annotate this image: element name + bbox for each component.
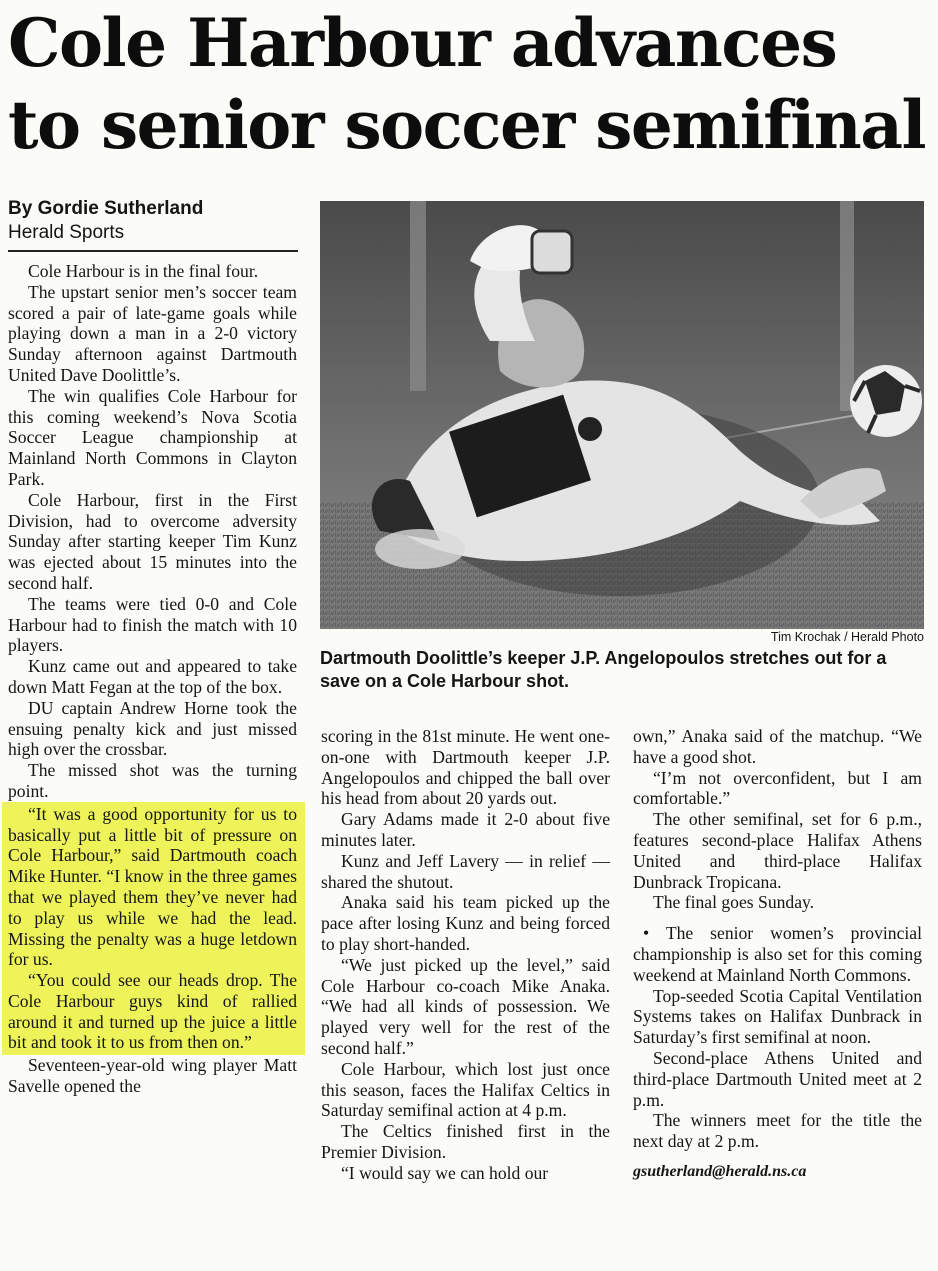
paragraph: The missed shot was the turning point. [8, 760, 297, 801]
byline-author: By Gordie Sutherland [8, 198, 204, 219]
paragraph: Cole Harbour, which lost just once this season, faces the Halifax Celtics in Saturday semifinal action at 4 p.m. [321, 1058, 610, 1121]
paragraph: The win qualifies Cole Harbour for this coming weekend’s Nova Scotia Soccer League championship at Mainland North Commons in Clayton Park. [8, 385, 297, 489]
headline-line-1: Cole Harbour advances [8, 4, 837, 82]
paragraph: The other semifinal, set for 6 p.m., features second-place Halifax Athens United and third-place Halifax Dunbrack Tropicana. [633, 809, 922, 892]
paragraph: • The senior women’s provincial championship is also set for this coming weekend at Mainland North Commons. [633, 923, 922, 985]
paragraph: Kunz came out and appeared to take down Matt Fegan at the top of the box. [8, 656, 297, 697]
quote-paragraph: “It was a good opportunity for us to basically put a little bit of pressure on Cole Harbour,” said Dartmouth coach Mike Hunter. “I know in the three games that we played them they’ve never had to play us while we had the lead. Missing the penalty was a huge letdown for us. [8, 803, 297, 970]
paragraph: The teams were tied 0-0 and Cole Harbour had to finish the match with 10 players. [8, 593, 297, 656]
paragraph: The upstart senior men’s soccer team scored a pair of late-game goals while playing down a man in a 2-0 victory Sunday afternoon against Dartmouth United Dave Doolittle’s. [8, 281, 297, 385]
article-column-2 [321, 726, 610, 1184]
paragraph: scoring in the 81st minute. He went one-on-one with Dartmouth keeper J.P. Angelopoulos and chipped the ball over his head from about 20 yards out. [321, 726, 610, 809]
byline-rule [8, 250, 298, 252]
article-column-3 [633, 726, 922, 1183]
paragraph: Anaka said his team picked up the pace after losing Kunz and being forced to play short-handed. [321, 892, 610, 954]
paragraph: Top-seeded Scotia Capital Ventilation Systems takes on Halifax Dunbrack in Saturday’s first semifinal at noon. [633, 985, 922, 1048]
goalkeeper-photo-illustration [320, 201, 924, 629]
paragraph: “We just picked up the level,” said Cole Harbour co-coach Mike Anaka. “We had all kinds of possession. We played very well for the rest of the second half.” [321, 954, 610, 1058]
section-gap [633, 913, 922, 923]
article-column-1 [8, 261, 297, 1097]
paragraph: The winners meet for the title the next day at 2 p.m. [633, 1110, 922, 1152]
headline-line-2: to senior soccer semifinal [8, 86, 926, 164]
paragraph: “I’m not overconfident, but I am comfortable.” [633, 767, 922, 809]
paragraph: Cole Harbour is in the final four. [28, 261, 259, 281]
paragraph: own,” Anaka said of the matchup. “We have a good shot. [633, 726, 922, 767]
paragraph: Cole Harbour, first in the First Division, had to overcome adversity Sunday after starting keeper Tim Kunz was ejected about 15 minutes into the second half. [8, 489, 297, 593]
photo-credit: Tim Krochak / Herald Photo [770, 630, 924, 644]
headline [8, 2, 933, 166]
paragraph: Kunz and Jeff Lavery — in relief — shared the shutout. [321, 850, 610, 892]
paragraph: DU captain Andrew Horne took the ensuing penalty kick and just missed high over the crossbar. [8, 697, 297, 760]
paragraph: The final goes Sunday. [653, 892, 815, 913]
paragraph: “I would say we can hold our [341, 1162, 549, 1183]
byline-desk: Herald Sports [8, 222, 125, 243]
quote-paragraph: “You could see our heads drop. The Cole Harbour guys kind of rallied around it and turned up the juice a little bit and took it to us from then on.” [8, 970, 297, 1053]
paragraph: Seventeen-year-old wing player Matt Savelle opened the [8, 1055, 297, 1097]
byline [8, 197, 298, 245]
paragraph: Second-place Athens United and third-place Dartmouth United meet at 2 p.m. [633, 1047, 922, 1110]
paragraph: Gary Adams made it 2-0 about five minutes later. [321, 809, 610, 850]
highlighted-quote [2, 802, 305, 1056]
photo [320, 201, 924, 629]
photo-caption: Dartmouth Doolittle’s keeper J.P. Angelopoulos stretches out for a save on a Cole Harbour shot. [320, 648, 887, 691]
paragraph: The Celtics finished first in the Premier Division. [321, 1121, 610, 1162]
author-email: gsutherland@herald.ns.ca [633, 1162, 807, 1180]
